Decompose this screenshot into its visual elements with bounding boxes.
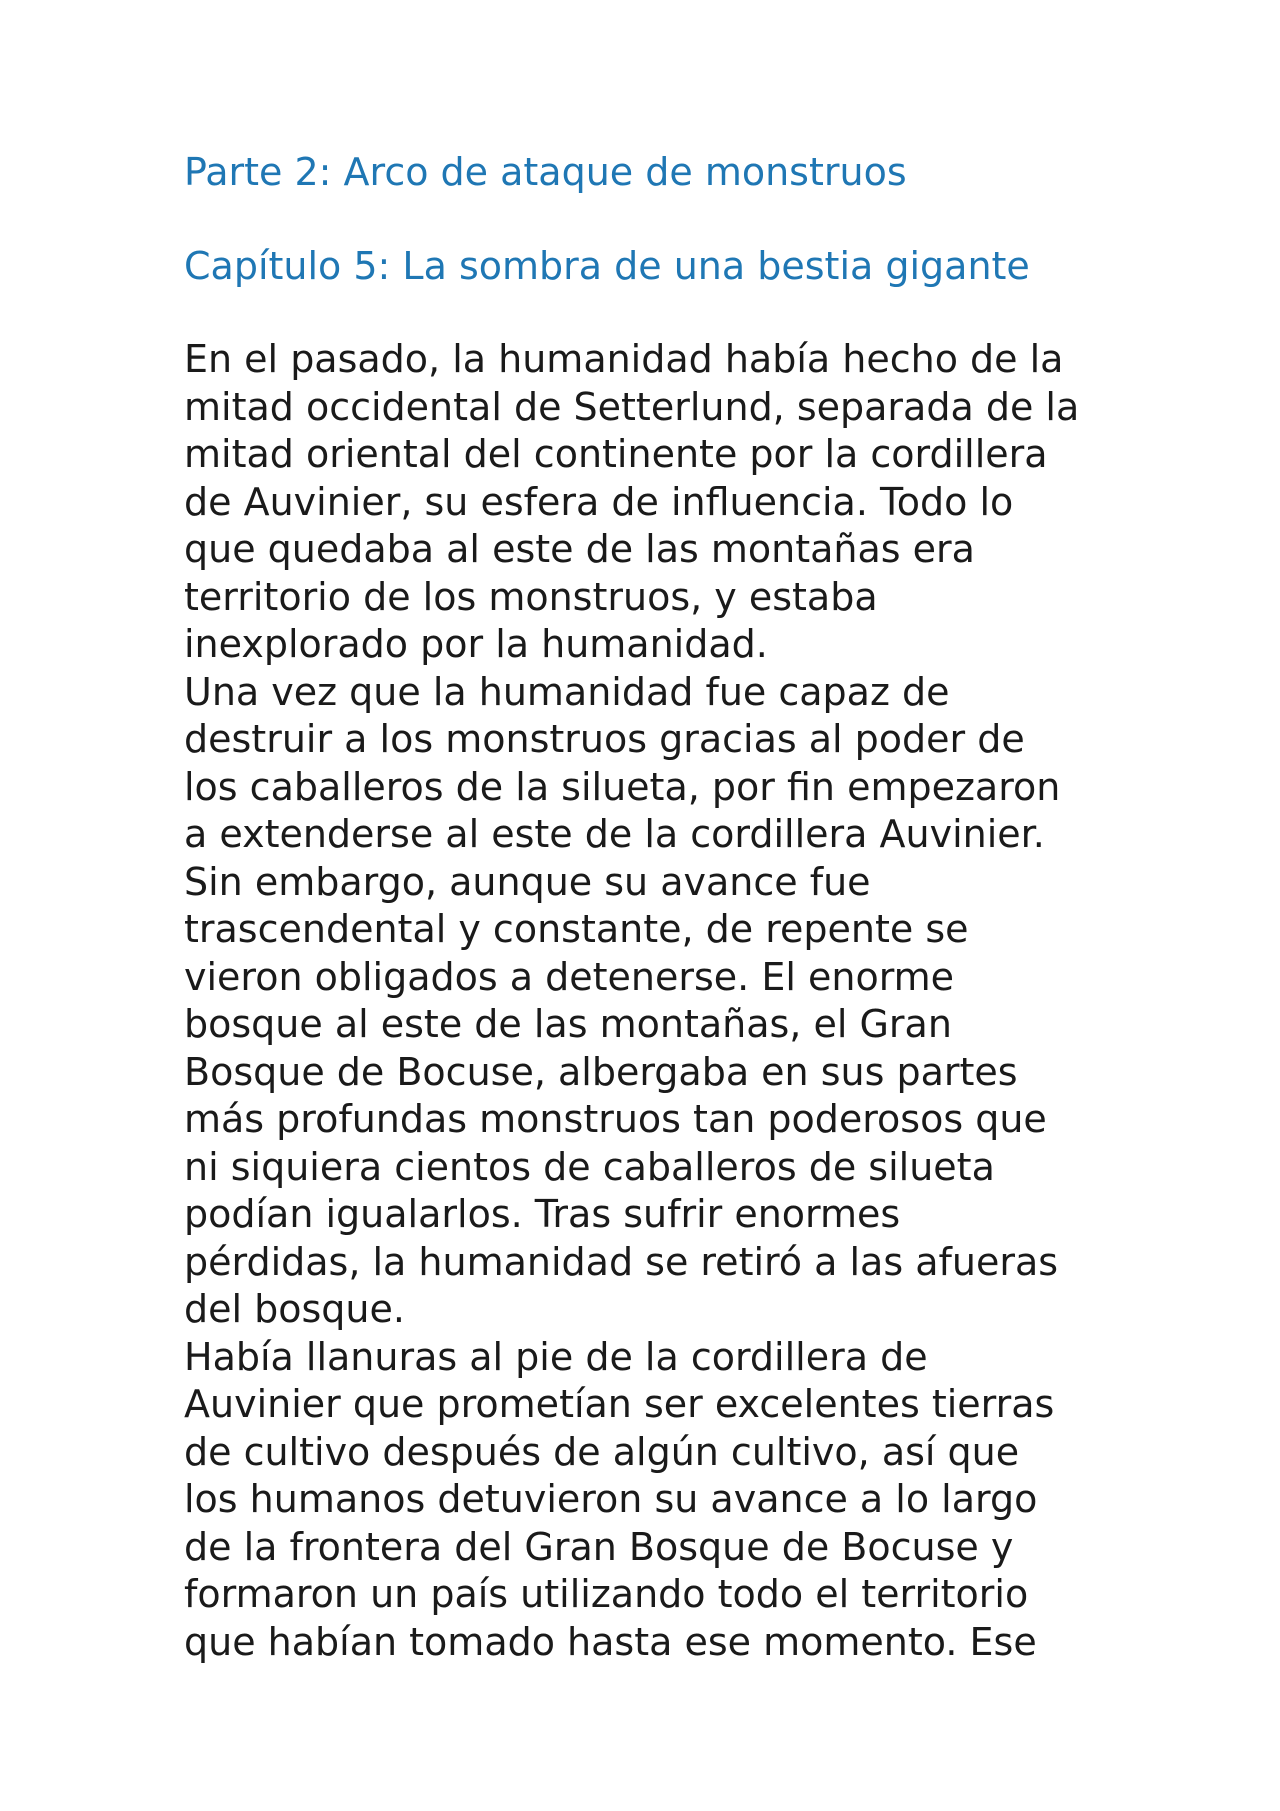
paragraph-line: de cultivo después de algún cultivo, así que xyxy=(184,1429,1020,1474)
paragraph-line: que habían tomado hasta ese momento. Ese xyxy=(184,1619,1037,1664)
paragraph-line: territorio de los monstruos, y estaba xyxy=(184,574,878,619)
paragraph-line: de la frontera del Gran Bosque de Bocuse y xyxy=(184,1524,1014,1569)
chapter-title: Capítulo 5: La sombra de una bestia gigante xyxy=(184,244,1030,288)
paragraph-line: Bosque de Bocuse, albergaba en sus partes xyxy=(184,1049,1018,1094)
paragraph-1 xyxy=(184,336,1124,669)
paragraph-line: mitad occidental de Setterlund, separada de la xyxy=(184,384,1080,429)
paragraph-line: que quedaba al este de las montañas era xyxy=(184,527,975,571)
paragraph-line: de Auvinier, su esfera de influencia. Todo lo xyxy=(184,479,1014,524)
paragraph-line: inexplorado por la humanidad. xyxy=(184,622,768,666)
paragraph-3 xyxy=(184,1334,1124,1667)
paragraph-line: a extenderse al este de la cordillera Auvinier. xyxy=(184,812,1045,856)
paragraph-line: formaron un país utilizando todo el territorio xyxy=(184,1572,1029,1616)
paragraph-line: Una vez que la humanidad fue capaz de xyxy=(184,669,950,714)
paragraph-line: destruir a los monstruos gracias al poder de xyxy=(184,717,1025,761)
paragraph-line: vieron obligados a detenerse. El enorme xyxy=(184,954,955,999)
paragraph-line: bosque al este de las montañas, el Gran xyxy=(184,1002,952,1046)
paragraph-2 xyxy=(184,669,1124,1334)
paragraph-line: del bosque. xyxy=(184,1287,405,1331)
paragraph-line: los humanos detuvieron su avance a lo largo xyxy=(184,1477,1038,1521)
paragraph-line: Había llanuras al pie de la cordillera de xyxy=(184,1334,928,1379)
paragraph-line: trascendental y constante, de repente se xyxy=(184,907,969,951)
paragraph-line: los caballeros de la silueta, por fin empezaron xyxy=(184,764,1061,809)
paragraph-line: En el pasado, la humanidad había hecho de la xyxy=(184,337,1064,381)
paragraph-line: Sin embargo, aunque su avance fue xyxy=(184,859,871,904)
paragraph-line: más profundas monstruos tan poderosos que xyxy=(184,1097,1047,1141)
part-title: Parte 2: Arco de ataque de monstruos xyxy=(184,150,907,194)
paragraph-line: pérdidas, la humanidad se retiró a las afueras xyxy=(184,1239,1059,1284)
document-content xyxy=(184,148,1124,1666)
paragraph-line: podían igualarlos. Tras sufrir enormes xyxy=(184,1192,901,1236)
paragraph-line: mitad oriental del continente por la cordillera xyxy=(184,432,1048,476)
paragraph-line: ni siquiera cientos de caballeros de silueta xyxy=(184,1144,995,1189)
paragraph-line: Auvinier que prometían ser excelentes tierras xyxy=(184,1382,1055,1426)
